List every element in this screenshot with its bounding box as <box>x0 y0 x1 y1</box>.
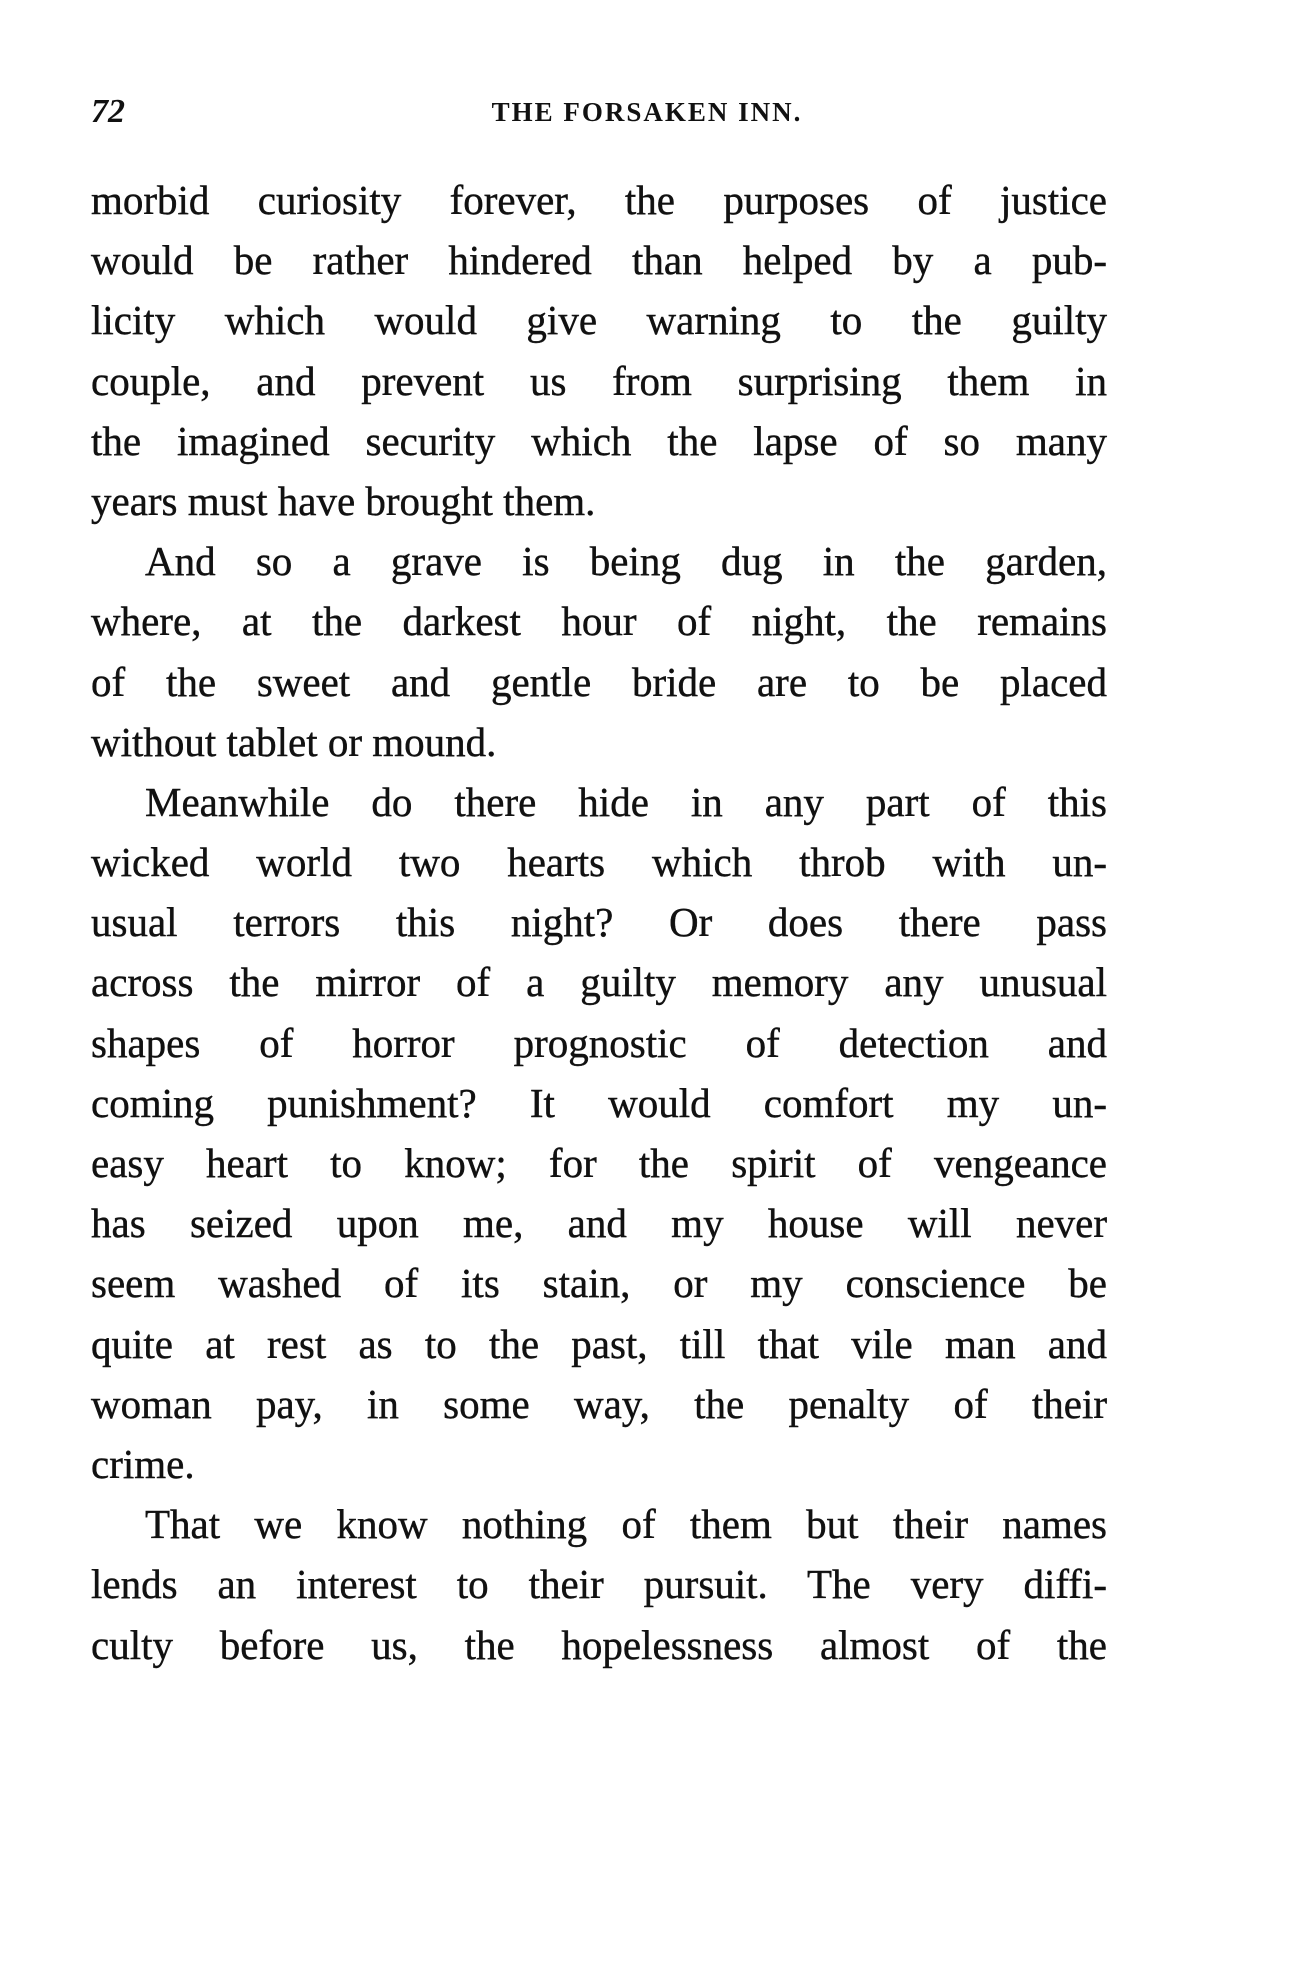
text-line: the imagined security which the lapse of so many <box>91 417 1107 464</box>
text-line: coming punishment? It would comfort my un- <box>91 1079 1107 1126</box>
text-line: lends an interest to their pursuit. The very diffi- <box>91 1561 1107 1608</box>
text-line: woman pay, in some way, the penalty of their <box>91 1380 1107 1427</box>
text-line: Meanwhile do there hide in any part of this <box>145 778 1107 825</box>
running-title: THE FORSAKEN INN. <box>491 97 803 127</box>
paragraph <box>91 531 1107 772</box>
text-line: seem washed of its stain, or my conscience be <box>91 1260 1107 1307</box>
paragraph <box>91 170 1107 531</box>
text-line: has seized upon me, and my house will never <box>91 1200 1107 1247</box>
text-line: quite at rest as to the past, till that vile man and <box>91 1320 1107 1367</box>
text-line: years must have brought them. <box>91 477 596 524</box>
page-number: 72 <box>91 93 125 130</box>
text-line: easy heart to know; for the spirit of vengeance <box>91 1140 1107 1186</box>
text-line: And so a grave is being dug in the garden, <box>145 538 1107 585</box>
text-line: where, at the darkest hour of night, the remains <box>91 598 1107 645</box>
paragraph <box>91 1494 1107 1675</box>
text-line: across the mirror of a guilty memory any unusual <box>91 959 1107 1006</box>
text-line: couple, and prevent us from surprising them in <box>91 357 1107 404</box>
text-line: usual terrors this night? Or does there pass <box>91 899 1107 946</box>
text-line: culty before us, the hopelessness almost of the <box>91 1621 1107 1668</box>
text-line: would be rather hindered than helped by a pub- <box>91 237 1107 284</box>
text-line: licity which would give warning to the guilty <box>91 297 1107 344</box>
text-line: crime. <box>91 1440 195 1487</box>
text-line: of the sweet and gentle bride are to be placed <box>91 658 1107 705</box>
text-line: That we know nothing of them but their names <box>145 1501 1107 1548</box>
page-body <box>91 170 1107 1675</box>
text-line: without tablet or mound. <box>91 718 497 765</box>
paragraph <box>91 772 1107 1494</box>
text-line: morbid curiosity forever, the purposes of justice <box>91 177 1107 223</box>
text-line: wicked world two hearts which throb with un- <box>91 839 1107 886</box>
text-line: shapes of horror prognostic of detection and <box>91 1019 1107 1066</box>
